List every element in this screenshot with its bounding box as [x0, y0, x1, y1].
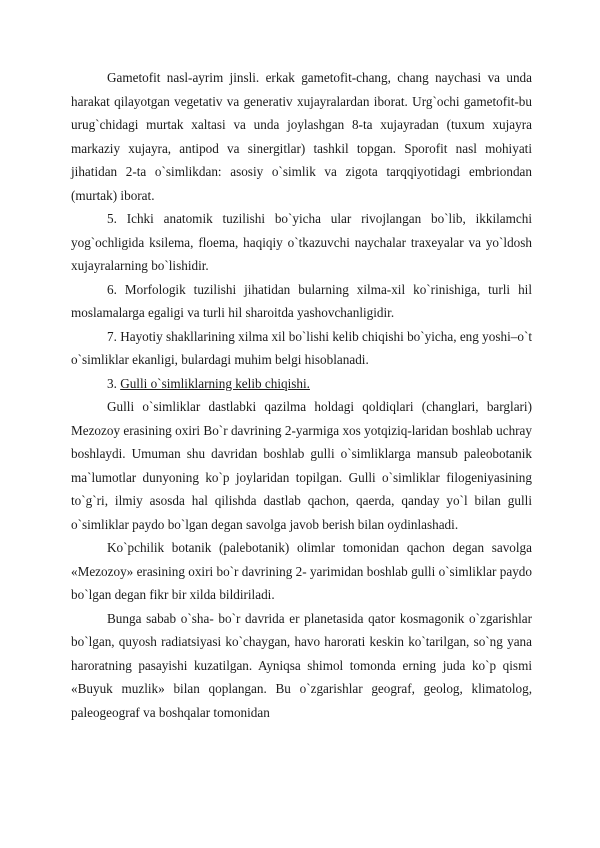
section-heading-text: Gulli o`simliklarning kelib chiqishi. [120, 375, 310, 391]
section-heading [71, 372, 532, 396]
paragraph-item-6: 6. Morfologik tuzilishi jihatidan bularning xilma-xil ko`rinishiga, turli hil moslamalarga egaligi va turli hil sharoitda yashovchanligidir. [71, 281, 532, 320]
paragraph-causes: Bunga sabab o`sha- bo`r davrida er planetasida qator kosmagonik o`zgarishlar bo`lgan, quyosh radiatsiyasi ko`chaygan, havo harorati keskin ko`tarilgan, so`ng yana haroratning pasayishi kuzatilgan. Ayniqsa shimol tomonda erning juda ko`p qismi «Buyuk muzlik» bilan qoplangan. Bu o`zgarishlar geograf, geolog, klimatolog, paleogeograf va boshqalar tomonidan [71, 610, 532, 720]
section-heading-number: 3. [107, 375, 121, 391]
paragraph-item-7: 7. Hayotiy shakllarining xilma xil bo`lishi kelib chiqishi bo`yicha, eng yoshi–o`t o`simliklar ekanligi, bulardagi muhim belgi hisoblanadi. [71, 328, 532, 367]
paragraph-fossils: Gulli o`simliklar dastlabki qazilma holdagi qoldiqlari (changlari, barglari) Mezozoy erasining oxiri Bo`r davrining 2-yarmiga xos yotqiziq-laridan boshlab uchray boshlaydi. Umuman shu davridan boshlab gulli o`simliklarga mansub paleobotanik ma`lumotlar dunyoning ko`p joylaridan topilgan. Gulli o`simliklar filogeniyasining to`g`ri, ilmiy asosda hal qilishda dastlab qachon, qaerda, qanday yo`l bilan gulli o`simliklar paydo bo`lgan degan savolga javob berish bilan oydinlashadi. [71, 399, 532, 532]
document-page [71, 66, 532, 724]
paragraph-gametofit: Gametofit nasl-ayrim jinsli. erkak gametofit-chang, chang naychasi va unda harakat qilayotgan vegetativ va generativ xujayralardan iborat. Urg`ochi gametofit-bu urug`chidagi murtak xaltasi va unda joylashgan 8-ta xujayradan (tuxum xujayra markaziy xujayra, antipod va sinergitlar) tashkil topgan. Sporofit nasl mohiyati jihatidan 2-ta o`simlikdan: asosiy o`simlik va zigota tarqqiyotidagi embriondan (murtak) iborat. [71, 70, 532, 203]
paragraph-botanists: Ko`pchilik botanik (palebotanik) olimlar tomonidan qachon degan savolga «Mezozoy» erasining oxiri bo`r davrining 2- yarimidan boshlab gulli o`simliklar paydo bo`lgan degan fikr bir xilda bildiriladi. [71, 540, 532, 602]
paragraph-item-5: 5. Ichki anatomik tuzilishi bo`yicha ular rivojlangan bo`lib, ikkilamchi yog`ochligida ksilema, floema, haqiqiy o`tkazuvchi naychalar traxeyalar va yo`ldosh xujayralarning bo`lishidir. [71, 211, 532, 273]
